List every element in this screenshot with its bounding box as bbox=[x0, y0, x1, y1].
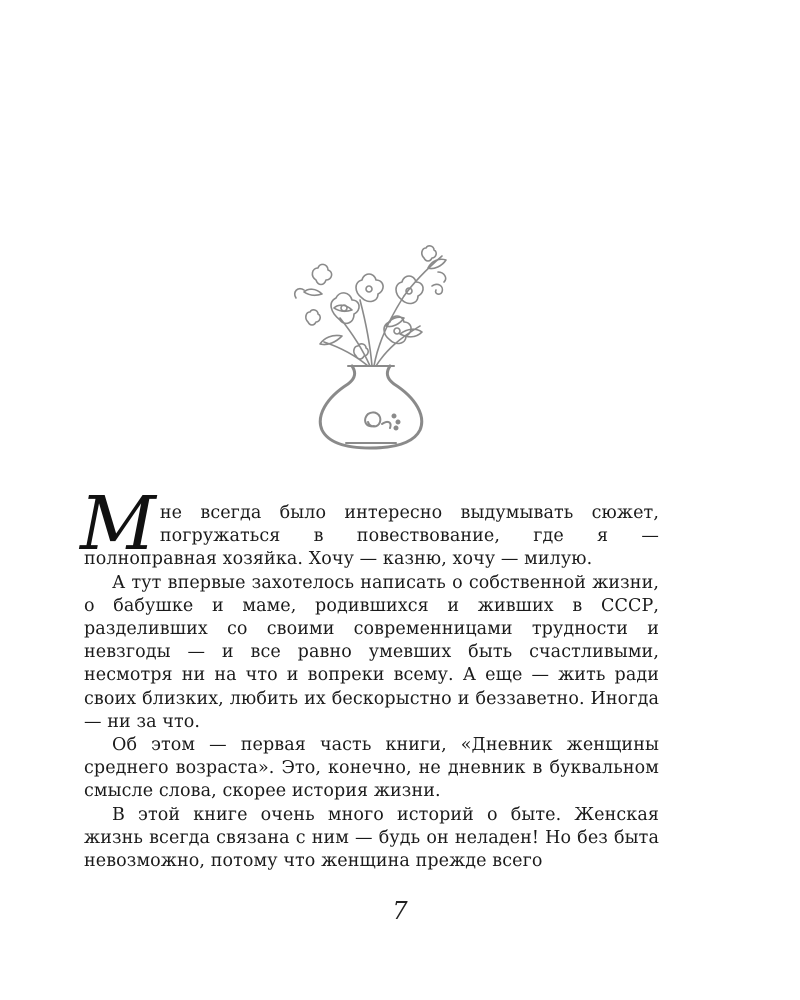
paragraph-1-text: не всегда было интересно выдумывать сюжет, погружаться в повествование, где я — полноправная хозяйка. Хочу — казню, хочу — милую. bbox=[84, 503, 659, 570]
paragraph-1 bbox=[80, 481, 659, 572]
paragraph-2: А тут впервые захотелось написать о собственной жизни, о бабушке и маме, родившихся и живших в СССР, разделивших со своими современницами трудности и невзгоды — и все равно умевших быть счастливыми, несмотря ни на что и вопреки всему. А еще — жить ради своих близких, любить их бескорыстно и беззаветно. Иногда — ни за что. bbox=[84, 572, 659, 732]
paragraph-3: Об этом — первая часть книги, «Дневник женщины среднего возраста». Это, конечно, не дневник в буквальном смысле слова, скорее история жизни. bbox=[84, 735, 659, 802]
flower-vase-icon bbox=[282, 238, 462, 453]
page-number: 7 bbox=[392, 897, 408, 925]
body-text bbox=[80, 481, 659, 873]
drop-cap: М bbox=[80, 481, 156, 567]
paragraph-4: В этой книге очень много историй о быте. Женская жизнь всегда связана с ним — будь он неладен! Но без быта невозможно, потому что женщина прежде всего bbox=[84, 804, 659, 872]
